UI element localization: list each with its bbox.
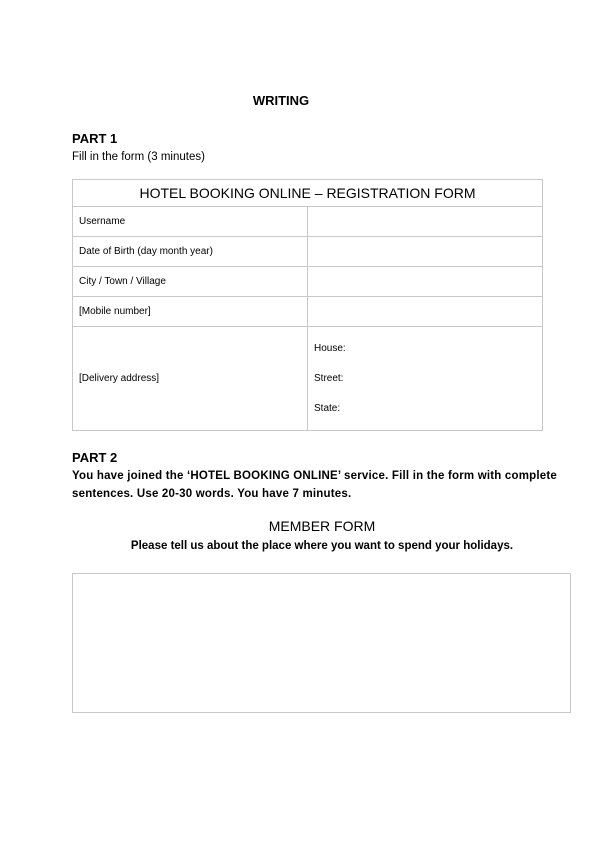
address-field[interactable]	[308, 327, 543, 431]
form-row-city	[73, 267, 543, 297]
city-label: City / Town / Village	[73, 267, 308, 297]
mobile-field[interactable]	[308, 297, 543, 327]
page-heading: WRITING	[252, 93, 310, 108]
part2-instruction: You have joined the ‘HOTEL BOOKING ONLINE’ service. Fill in the form with complete sentences. Use 20-30 words. You have 7 minutes.	[72, 470, 557, 500]
form-row-mobile	[73, 297, 543, 327]
member-form-prompt: Please tell us about the place where you want to spend your holidays.	[130, 540, 514, 552]
street-label: Street:	[314, 372, 344, 384]
member-answer-box[interactable]	[72, 573, 571, 713]
username-label: Username	[73, 207, 308, 237]
form-row-address	[73, 327, 543, 431]
house-label: House:	[314, 342, 346, 354]
city-field[interactable]	[308, 267, 543, 297]
dob-field[interactable]	[308, 237, 543, 267]
part1-heading: PART 1	[72, 131, 118, 146]
registration-form-title: HOTEL BOOKING ONLINE – REGISTRATION FORM	[73, 180, 543, 207]
form-row-username	[73, 207, 543, 237]
part2-heading: PART 2	[72, 450, 118, 465]
mobile-label: [Mobile number]	[73, 297, 308, 327]
form-row-dob	[73, 237, 543, 267]
part1-instruction: Fill in the form (3 minutes)	[72, 151, 205, 163]
dob-label: Date of Birth (day month year)	[73, 237, 308, 267]
registration-form-table	[72, 179, 543, 431]
username-field[interactable]	[308, 207, 543, 237]
address-label: [Delivery address]	[73, 327, 308, 431]
member-form-title: MEMBER FORM	[268, 518, 376, 534]
state-label: State:	[314, 402, 341, 414]
